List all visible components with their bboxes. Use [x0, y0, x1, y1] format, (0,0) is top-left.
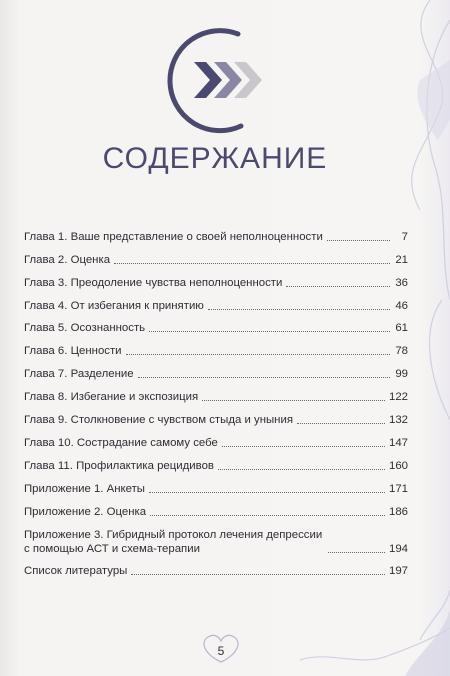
toc-label: Глава 11. Профилактика рецидивов	[24, 459, 214, 472]
toc-label: Глава 8. Избегание и экспозиция	[24, 391, 199, 404]
dot-leader	[297, 423, 385, 424]
dot-leader	[327, 240, 390, 241]
toc-page: 194	[388, 542, 408, 555]
dot-leader	[218, 469, 385, 470]
toc-label: Глава 3. Преодоление чувства неполноценности	[24, 276, 283, 289]
toc-page: 46	[395, 299, 408, 312]
toc-entry[interactable]	[24, 556, 408, 579]
toc-page: 132	[388, 414, 408, 427]
toc-entry[interactable]	[24, 267, 408, 290]
dot-leader	[149, 492, 385, 493]
toc-page: 36	[395, 276, 408, 289]
toc-page: 78	[395, 345, 408, 358]
toc-page: 186	[388, 505, 408, 518]
page-title: СОДЕРЖАНИЕ	[102, 142, 328, 175]
logo	[156, 22, 276, 147]
toc-page: 99	[395, 368, 408, 381]
chevrons-right-circle-icon	[156, 22, 276, 142]
toc-label: Приложение 2. Оценка	[24, 505, 147, 518]
dot-leader	[138, 377, 390, 378]
toc-entry[interactable]	[24, 335, 408, 358]
toc-page: 61	[395, 322, 408, 335]
toc-label: Глава 4. От избегания к принятию	[24, 299, 204, 312]
toc-label: Список литературы	[24, 565, 128, 578]
dot-leader	[222, 446, 385, 447]
page-number: 5	[217, 644, 225, 658]
toc-label: Глава 10. Сострадание самому себе	[24, 436, 218, 449]
table-of-contents	[24, 221, 408, 578]
dot-leader	[114, 263, 390, 264]
toc-entry[interactable]	[24, 496, 408, 519]
toc-page: 147	[388, 436, 408, 449]
toc-page: 197	[388, 565, 408, 578]
toc-page: 171	[388, 482, 408, 495]
toc-label: Глава 6. Ценности	[24, 345, 122, 358]
dot-leader	[150, 515, 385, 516]
dot-leader	[131, 574, 385, 575]
toc-entry[interactable]	[24, 221, 408, 244]
toc-entry[interactable]	[24, 290, 408, 313]
dot-leader	[208, 309, 390, 310]
toc-entry[interactable]	[24, 404, 408, 427]
toc-entry[interactable]	[24, 519, 408, 556]
toc-page: 7	[401, 230, 408, 243]
toc-label: Глава 9. Столкновение с чувством стыда и уныния	[24, 414, 294, 427]
toc-entry[interactable]	[24, 473, 408, 496]
dot-leader	[286, 286, 390, 287]
dot-leader	[328, 552, 385, 553]
toc-label: Приложение 1. Анкеты	[24, 482, 145, 495]
dot-leader	[202, 400, 385, 401]
toc-label: Глава 5. Осознанность	[24, 322, 146, 335]
toc-page: 122	[388, 391, 408, 404]
dot-leader	[126, 354, 390, 355]
toc-entry[interactable]	[24, 313, 408, 336]
toc-entry[interactable]	[24, 427, 408, 450]
page-number-ornament	[196, 632, 246, 666]
toc-entry[interactable]	[24, 358, 408, 381]
dot-leader	[149, 331, 390, 332]
toc-label: Приложение 3. Гибридный протокол лечения депрессии с помощью АСТ и схема-терапии	[24, 528, 323, 555]
toc-entry[interactable]	[24, 450, 408, 473]
toc-label: Глава 2. Оценка	[24, 253, 111, 266]
toc-page: 160	[388, 459, 408, 472]
toc-label: Глава 1. Ваше представление о своей неполноценности	[24, 230, 323, 243]
toc-page: 21	[395, 253, 408, 266]
toc-entry[interactable]	[24, 381, 408, 404]
toc-entry[interactable]	[24, 244, 408, 267]
toc-label: Глава 7. Разделение	[24, 368, 134, 381]
